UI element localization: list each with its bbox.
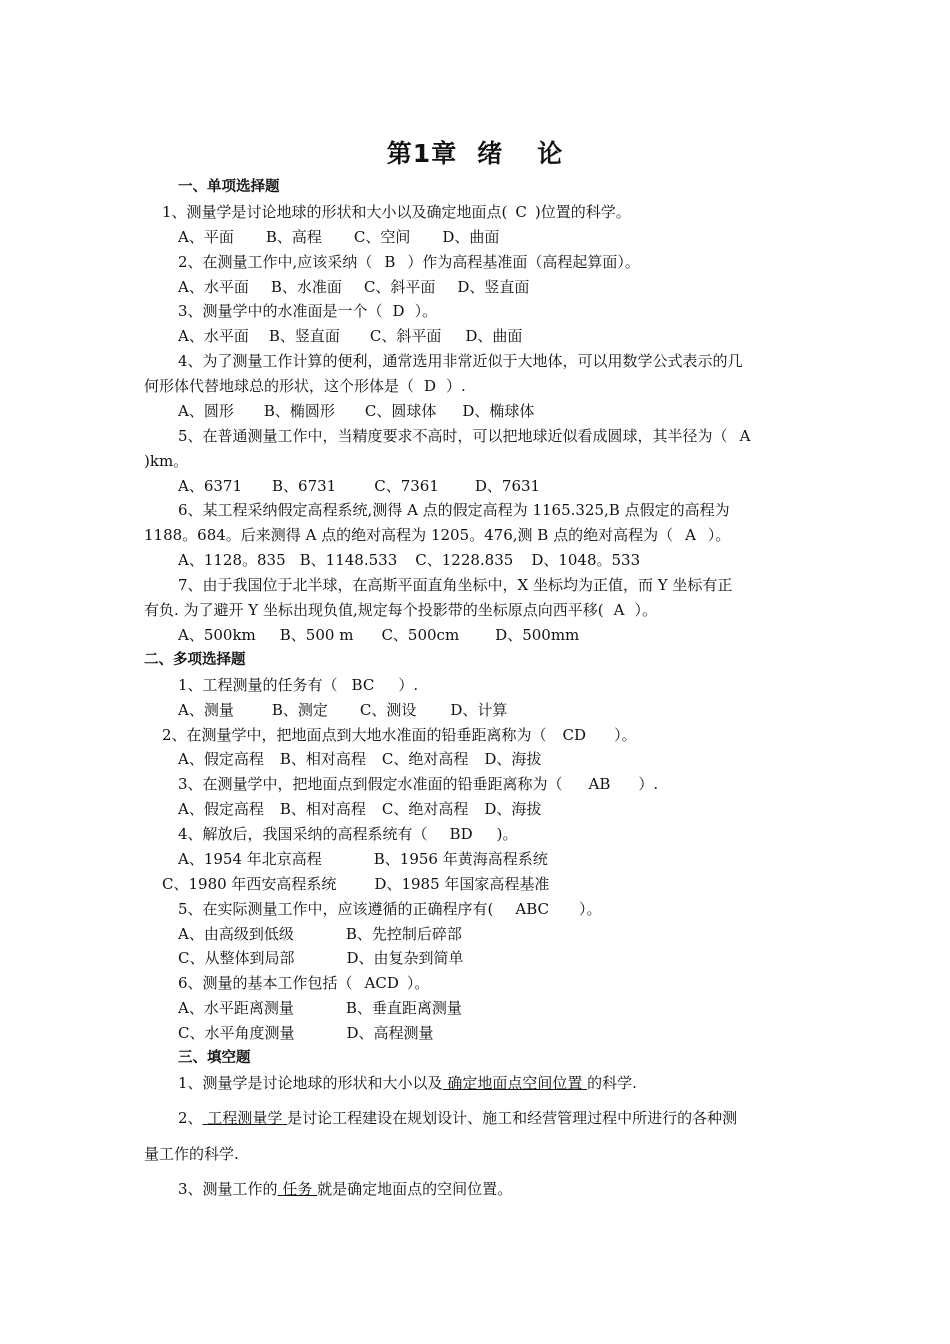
question-7-line1: 7、由于我国位于北半球，在高斯平面直角坐标中，X 坐标均为正值，而 Y 坐标有正 xyxy=(178,576,733,594)
multi-options-4a: A、1954 年北京高程 B、1956 年黄海高程系统 xyxy=(178,850,548,868)
fill-question-2-line1: 2、 工程测量学 是讨论工程建设在规划设计、施工和经营管理过程中所进行的各种测 xyxy=(178,1109,738,1127)
question-2: 2、在测量工作中,应该采纳（ B ）作为高程基准面（高程起算面）。 xyxy=(178,253,640,271)
question-1: 1、测量学是讨论地球的形状和大小以及确定地面点( C )位置的科学。 xyxy=(162,203,631,221)
question-6-line2: 1188。684。后来测得 A 点的绝对高程为 1205。476,测 B 点的绝对高程为（ A ）。 xyxy=(144,526,731,544)
question-6-line1: 6、某工程采纳假定高程系统,测得 A 点的假定高程为 1165.325,B 点假定的高程为 xyxy=(178,501,730,519)
fill-question-2-line2: 量工作的科学. xyxy=(144,1145,239,1163)
question-4-line2: 何形体代替地球总的形状，这个形体是（ D ）. xyxy=(144,377,466,395)
fill-answer-2: 工程测量学 xyxy=(207,1109,283,1127)
page-title: 第1章 绪 论 xyxy=(386,139,564,168)
multi-options-5a: A、由高级到低级 B、先控制后碎部 xyxy=(178,925,462,943)
section-heading-multiple-choice: 二、多项选择题 xyxy=(144,652,246,668)
question-5-line2: )km。 xyxy=(144,452,189,470)
fill-answer-1: 确定地面点空间位置 xyxy=(447,1074,583,1092)
multi-options-1: A、测量 B、测定 C、测设 D、计算 xyxy=(178,701,508,719)
options-6: A、1128。835 B、1148.533 C、1228.835 D、1048。533 xyxy=(178,551,641,569)
question-3: 3、测量学中的水准面是一个（ D ）。 xyxy=(178,302,438,320)
multi-options-2: A、假定高程 B、相对高程 C、绝对高程 D、海拔 xyxy=(178,750,542,768)
multi-question-3: 3、在测量学中，把地面点到假定水准面的铅垂距离称为（ AB ）. xyxy=(178,775,659,793)
multi-options-6a: A、水平距离测量 B、垂直距离测量 xyxy=(178,999,462,1017)
multi-options-4b: C、1980 年西安高程系统 D、1985 年国家高程基准 xyxy=(162,875,550,893)
question-5-line1: 5、在普通测量工作中，当精度要求不高时，可以把地球近似看成圆球，其半径为（ A xyxy=(178,427,751,445)
multi-question-5: 5、在实际测量工作中，应该遵循的正确程序有( ABC ）。 xyxy=(178,900,602,918)
question-4-line1: 4、为了测量工作计算的便利，通常选用非常近似于大地体，可以用数学公式表示的几 xyxy=(178,352,743,370)
multi-question-1: 1、工程测量的任务有（ BC ）. xyxy=(178,676,419,694)
options-3: A、水平面 B、竖直面 C、斜平面 D、曲面 xyxy=(178,327,523,345)
multi-question-6: 6、测量的基本工作包括（ ACD ）。 xyxy=(178,974,430,992)
options-4: A、圆形 B、椭圆形 C、圆球体 D、椭球体 xyxy=(178,402,535,420)
multi-options-5b: C、从整体到局部 D、由复杂到简单 xyxy=(178,949,464,967)
question-7-line2: 有负. 为了避开 Y 坐标出现负值,规定每个投影带的坐标原点向西平移( A ）。 xyxy=(144,601,657,619)
options-5: A、6371 B、6731 C、7361 D、7631 xyxy=(178,477,541,495)
fill-answer-3: 任务 xyxy=(282,1180,313,1198)
options-1: A、平面 B、高程 C、空间 D、曲面 xyxy=(178,228,500,246)
fill-question-1: 1、测量学是讨论地球的形状和大小以及 确定地面点空间位置 的科学. xyxy=(178,1074,637,1092)
multi-question-2: 2、在测量学中，把地面点到大地水准面的铅垂距离称为（ CD ）。 xyxy=(162,726,637,744)
multi-options-6b: C、水平角度测量 D、高程测量 xyxy=(178,1024,434,1042)
options-7: A、500km B、500 m C、500cm D、500mm xyxy=(178,626,580,644)
multi-question-4: 4、解放后，我国采纳的高程系统有（ BD )。 xyxy=(178,825,518,843)
options-2: A、水平面 B、水准面 C、斜平面 D、竖直面 xyxy=(178,278,530,296)
fill-question-3: 3、测量工作的 任务 就是确定地面点的空间位置。 xyxy=(178,1180,513,1198)
section-heading-fill-blank: 三、填空题 xyxy=(178,1050,251,1066)
section-heading-single-choice: 一、单项选择题 xyxy=(178,179,280,195)
multi-options-3: A、假定高程 B、相对高程 C、绝对高程 D、海拔 xyxy=(178,800,542,818)
